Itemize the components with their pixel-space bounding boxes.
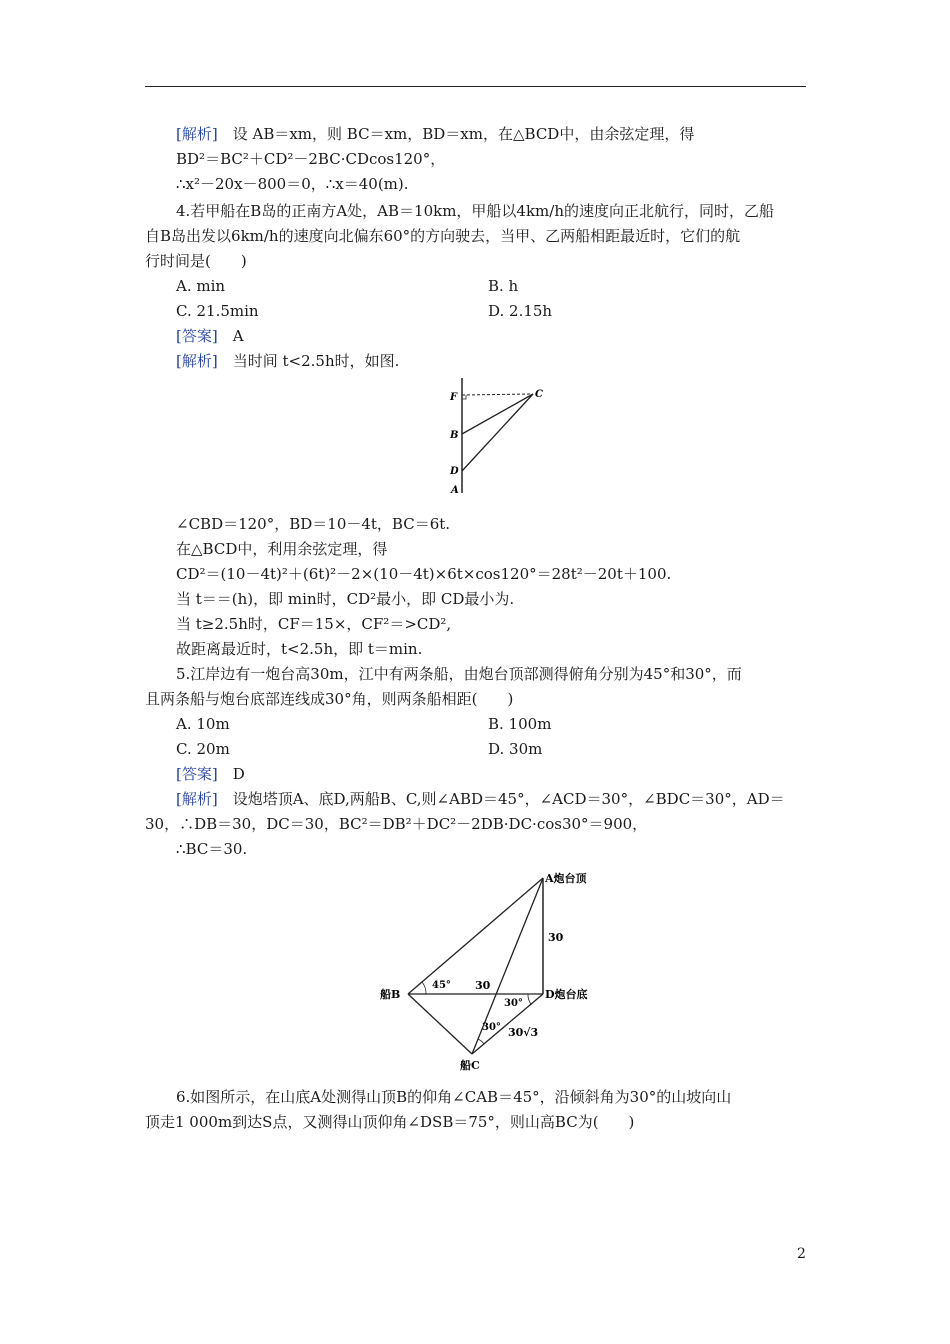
q4-option-a: A. min [176, 277, 226, 295]
q4-after-line-1: ∠CBD＝120°，BD＝10－4t，BC＝6t. [176, 515, 451, 533]
q4-stem-line-3: 行时间是( ) [145, 252, 247, 270]
label-d-bottom: D炮台底 [545, 988, 588, 1001]
q3-analysis-line-3: ∴x²－20x－800＝0，∴x＝40(m). [176, 175, 409, 193]
label-c: C [535, 389, 543, 400]
q5-stem-line-2: 且两条船与炮台底部连线成30°角，则两条船相距( ) [145, 690, 514, 708]
header-rule [145, 86, 806, 87]
q6-stem-line-1: 6.如图所示，在山底A处测得山顶B的仰角∠CAB＝45°，沿倾斜角为30°的山坡向山 [176, 1088, 732, 1106]
q5-option-c: C. 20m [176, 740, 230, 758]
q4-figure [440, 376, 550, 498]
q4-stem-line-1: 4.若甲船在B岛的正南方A处，AB＝10km，甲船以4km/h的速度向正北航行，同时，乙船 [176, 202, 774, 220]
q3-analysis-line-1: [解析] 设 AB＝xm，则 BC＝xm，BD＝xm，在△BCD中，由余弦定理，得 [176, 125, 695, 143]
analysis-tag: [解析] [176, 352, 218, 370]
segment-ab [408, 878, 543, 994]
label-f: F [450, 392, 458, 403]
q4-stem-line-2: 自B岛出发以6km/h的速度向北偏东60°的方向驶去，当甲、乙两船相距最近时，它们的航 [145, 227, 741, 245]
angle-arc-d [528, 994, 531, 1004]
answer-tag: [答案] [176, 765, 218, 783]
q3-analysis-line-2: BD²＝BC²＋CD²－2BC·CDcos120°， [176, 150, 446, 168]
label-a: A [451, 485, 459, 496]
q5-figure [380, 864, 620, 1074]
q4-analysis-line-1: [解析] 当时间 t<2.5h时，如图. [176, 352, 400, 370]
label-ship-b: 船B [380, 988, 401, 1001]
label-side-bd: 30 [475, 979, 491, 992]
label-d: D [450, 466, 459, 477]
q5-analysis-line-2: 30，∴DB＝30，DC＝30，BC²＝DB²＋DC²－2DB·DC·cos30°＝900， [145, 815, 648, 833]
q5-option-b: B. 100m [488, 715, 552, 733]
label-a-top: A炮台顶 [545, 872, 587, 885]
label-angle-b: 45° [432, 980, 451, 991]
label-angle-c: 30° [482, 1022, 501, 1033]
q4-option-c: C. 21.5min [176, 302, 259, 320]
q4-after-line-3: CD²＝(10－4t)²＋(6t)²－2×(10－4t)×6t×cos120°＝28t²－20t＋100. [176, 565, 672, 583]
label-side-ad: 30 [548, 931, 564, 944]
label-b: B [450, 430, 459, 441]
q6-stem-line-2: 顶走1 000m到达S点，又测得山顶仰角∠DSB＝75°，则山高BC为( ) [145, 1113, 635, 1131]
q4-after-line-6: 故距离最近时，t<2.5h，即 t＝min. [176, 640, 423, 658]
q4-after-line-2: 在△BCD中，利用余弦定理，得 [176, 540, 388, 558]
analysis-tag: [解析] [176, 790, 218, 808]
page-number: 2 [797, 1246, 806, 1262]
q5-analysis-line-3: ∴BC＝30. [176, 840, 248, 858]
label-angle-d: 30° [504, 998, 523, 1009]
angle-arc-b [422, 982, 426, 994]
segment-bc [462, 394, 533, 434]
segment-dc [462, 394, 533, 471]
angle-arc-c [478, 1039, 484, 1044]
label-ship-c: 船C [460, 1059, 480, 1072]
q5-analysis-line-1: [解析] 设炮塔顶A、底D,两船B、C,则∠ABD＝45°，∠ACD＝30°，∠BDC＝30°，AD＝ [176, 790, 785, 808]
q4-after-line-5: 当 t≥2.5h时，CF＝15×，CF²＝>CD², [176, 615, 452, 633]
q4-answer: [答案] A [176, 327, 244, 345]
label-side-dc: 30√3 [508, 1026, 539, 1039]
answer-tag: [答案] [176, 327, 218, 345]
q5-answer: [答案] D [176, 765, 245, 783]
q4-option-d: D. 2.15h [488, 302, 553, 320]
q5-option-a: A. 10m [176, 715, 230, 733]
analysis-tag: [解析] [176, 125, 218, 143]
segment-bc [408, 994, 472, 1054]
q5-stem-line-1: 5.江岸边有一炮台高30m，江中有两条船，由炮台顶部测得俯角分别为45°和30°，而 [176, 665, 742, 683]
q4-option-b: B. h [488, 277, 519, 295]
segment-fc [462, 394, 533, 395]
q4-after-line-4: 当 t＝＝(h)，即 min时，CD²最小，即 CD最小为. [176, 590, 515, 608]
q5-option-d: D. 30m [488, 740, 543, 758]
